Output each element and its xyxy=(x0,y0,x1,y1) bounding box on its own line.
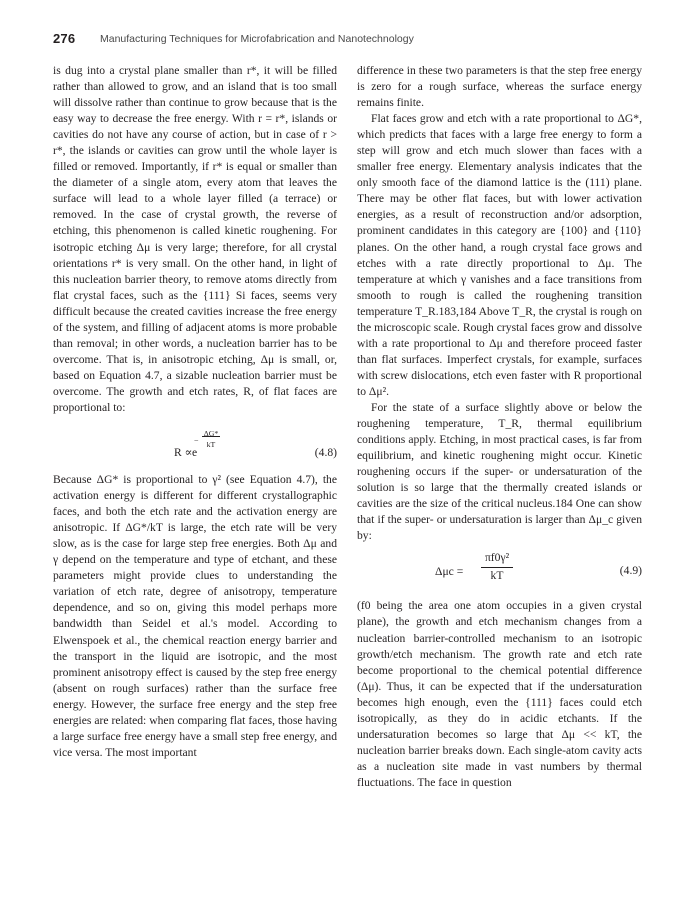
paragraph: difference in these two parameters is that the step free energy is zero for a rough surface, whereas the surface energy remains finite. xyxy=(357,64,642,110)
paragraph: Flat faces grow and etch with a rate proportional to ΔG*, which predicts that faces with a large free energy to form a step will grow and etch much slower than faces with a smaller free energy. Elementary analysis indicates that the only smooth face of the diamond lattice is the (111) plane. There may be other flat faces, but with lower activation energies, as a result of reconstruction and/or adsorption, prominent candidates in this category are {100} and {110} planes. On the other hand, a rough crystal face grows and etches with a rate directly proportional to Δμ. The temperature at which γ vanishes and a face transitions from smooth to rough is called the roughening transition temperature T_R.183,184 Above T_R, the crystal is rough on the microscopic scale. Rough crystal faces grow and dissolve with a rate proportional to Δμ and therefore proceed faster than flat surfaces. Imperfect crystals, for example, surfaces with screw dislocations, etch even faster with R proportional to Δμ². xyxy=(357,112,642,398)
right-column xyxy=(357,63,642,791)
exponent-sign: − xyxy=(194,436,199,446)
equation-lhs: Δμc = xyxy=(435,565,464,579)
left-column xyxy=(53,63,337,761)
exponent-denominator: kT xyxy=(206,440,216,450)
equation-4-9-body xyxy=(357,550,642,588)
page-number: 276 xyxy=(53,31,76,46)
equation-exponent xyxy=(194,426,222,450)
exponent-numerator: ΔG* xyxy=(203,429,219,439)
fraction-denominator: kT xyxy=(490,569,504,583)
equation-4-9 xyxy=(357,550,642,588)
page-header xyxy=(53,31,643,47)
equation-lhs xyxy=(174,445,193,461)
paragraph: (f0 being the area one atom occupies in a given crystal plane), the growth and etch mechanism changes from a nucleation barrier-controlled mechanism to an isotropic growth/etch mechanism. The growth rate and etch rate become proportional to the chemical potential difference (Δμ). Thus, it can be expected that if the undersaturation becomes high enough, even the {111} faces could etch isotropically, as they do in acidic etchants. If the undersaturation becomes so large that Δμ << kT, the nucleation barrier breaks down. Each single-atom cavity acts as a nucleation site made in vast numbers by thermal fluctuations. The face in question xyxy=(357,599,642,789)
fraction-numerator: πf0γ² xyxy=(484,551,510,565)
running-title: Manufacturing Techniques for Microfabrication and Nanotechnology xyxy=(100,32,414,45)
paragraph: Because ΔG* is proportional to γ² (see Equation 4.7), the activation energy is different for different crystallographic faces, and both the etch rate and the activation energy are anisotropic. If ΔG*/kT is large, the etch rate will be very slow, as is the case for large step free energies. Both Δμ and γ depend on the temperature and type of etchant, and these parameters might provide clues to understanding the variation of etch rate, degree of anisotropy, temperature dependence, and so on, giving this model perhaps more bandwidth than Seidel et al.'s model. According to Elwenspoek et al., the chemical reaction energy barrier and the transport in the liquid are isotropic, and the most prominent anisotropy effect is caused by the step free energy (absent on rough surfaces) rather than the surface free energy. However, the surface free energy and the step free energies are related: when comparing flat faces, those having a large surface free energy have a small step free energy, and vice versa. The most important xyxy=(53,473,337,759)
equation-4-8 xyxy=(53,424,337,468)
equation-number: (4.8) xyxy=(314,446,337,460)
equation-fraction xyxy=(477,550,517,586)
equation-exponential-base: e xyxy=(192,446,198,460)
paragraph: is dug into a crystal plane smaller than r*, it will be filled rather than allowed to grow, and an island that is too small will dissolve rather than continue to grow because that is the easy way to decrease the free energy. With r = r*, islands or cavities do not have any course of action, but in case of r > r*, the islands or cavities can grow until the whole layer is filled or removed. Importantly, if r* is equal or smaller than the diameter of a single atom, every atom that leaves the surface will lead to a whole layer filled (a terrace) or removed. In the case of crystal growth, the reverse of etching, this phenomenon is called kinetic roughening. For isotropic etching Δμ is very large; therefore, for all crystal orientations r* is very small. On the other hand, in light of this nucleation barrier theory, to remove atoms directly from flat crystal faces, such as the {111} Si faces, seems very difficult because the created cavities increase the free energy of the system, and filling of adjacent atoms is more probable than removal; in other words, a nucleation barrier has to be overcome. That is, in anisotropic etching, Δμ is small, or, based on Equation 4.7, a sizable nucleation barrier must be overcome. The growth and etch rates, R, of flat faces are proportional to: xyxy=(53,64,337,414)
paragraph: For the state of a surface slightly above or below the roughening temperature, T_R, thermal equilibrium conditions apply. Etching, in most practical cases, is far from equilibrium, and kinetic roughening might occur. Kinetic roughening occurs if the super- or undersaturation of the solution is so large that the thermally created islands or cavities are the size of the critical nucleus.184 One can show that if the super- or undersaturation is larger than Δμ_c given by: xyxy=(357,400,642,543)
equation-rate-symbol: R xyxy=(174,446,182,460)
equation-4-8-body xyxy=(53,424,337,468)
proportional-symbol: ∝ xyxy=(184,446,193,460)
equation-number: (4.9) xyxy=(619,564,642,578)
